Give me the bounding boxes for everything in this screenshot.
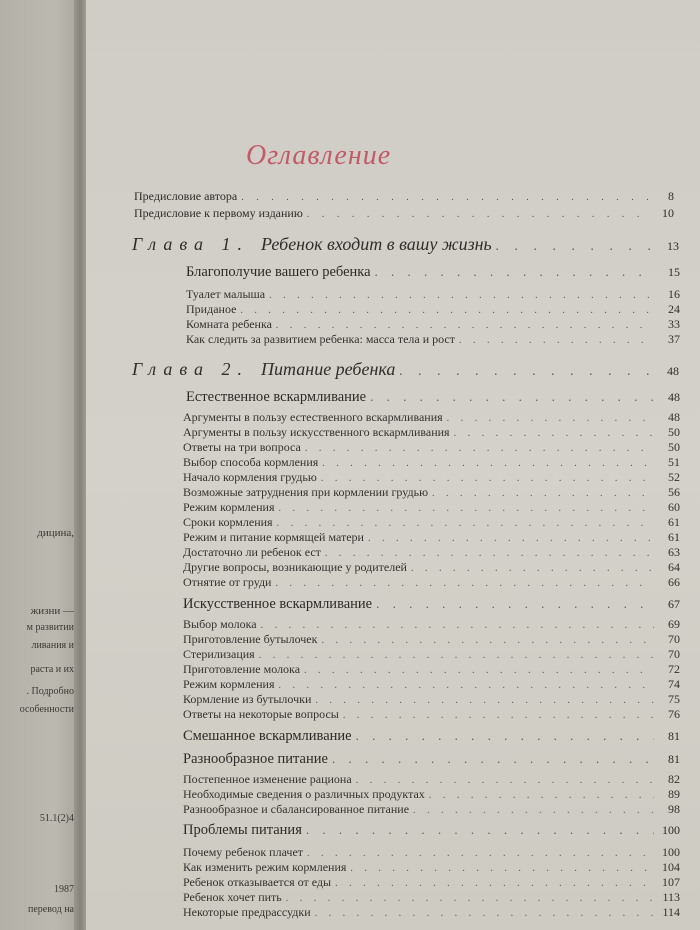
toc-entry-page: 50 (668, 425, 680, 439)
toc-entry-label: Разнообразное и сбалансированное питание (183, 802, 410, 816)
leader-dots (286, 893, 654, 904)
toc-entry-label: Ответы на три вопроса (183, 440, 301, 454)
toc-entry[interactable] (186, 317, 680, 332)
toc-entry-page: 16 (668, 287, 680, 301)
toc-entry[interactable] (186, 332, 680, 347)
leader-dots (399, 364, 653, 380)
toc-entry[interactable] (183, 575, 680, 590)
leader-dots (459, 335, 654, 346)
toc-entry-label: Благополучие вашего ребенка (186, 264, 371, 280)
leader-dots (315, 695, 654, 706)
facing-page-text: . Подробно (26, 686, 74, 697)
facing-page-text: перевод на (28, 904, 74, 915)
toc-entry-label: Искусственное вскармливание (183, 596, 373, 612)
toc-entry-page: 48 (668, 390, 680, 404)
chapter-heading[interactable] (132, 359, 679, 380)
leader-dots (261, 620, 654, 631)
toc-entry-label: Как следить за развитием ребенка: масса тела и рост (186, 332, 456, 346)
toc-entry-page: 82 (668, 772, 680, 786)
toc-entry-page: 8 (668, 189, 674, 203)
toc-entry-page: 33 (668, 317, 680, 331)
section-heading[interactable] (183, 751, 680, 768)
facing-page-text: особенности (19, 704, 74, 715)
facing-page-text: раста и их (30, 664, 74, 675)
toc-entry-label: Постепенное изменение рациона (183, 772, 352, 786)
leader-dots (315, 908, 654, 919)
leader-dots (259, 650, 654, 661)
leader-dots (368, 533, 654, 544)
toc-entry[interactable] (186, 302, 680, 317)
toc-entry-page: 37 (668, 332, 680, 346)
toc-entry-page: 66 (668, 575, 680, 589)
leader-dots (370, 389, 654, 405)
toc-entry-page: 64 (668, 560, 680, 574)
toc-entry-page: 67 (668, 597, 680, 611)
leader-dots (305, 443, 654, 454)
toc-entry-label: Другие вопросы, возникающие у родителей (183, 560, 407, 574)
facing-page-text: жизни — (30, 605, 74, 617)
toc-entry-label: Режим кормления (183, 500, 275, 514)
leader-dots (356, 775, 654, 786)
facing-page (0, 0, 78, 930)
section-heading[interactable] (183, 822, 680, 839)
toc-entry-label: Комната ребенка (186, 317, 272, 331)
toc-entry[interactable] (183, 545, 680, 560)
chapter-title: Питание ребенка (261, 359, 396, 379)
toc-entry-page: 63 (668, 545, 680, 559)
toc-entry[interactable] (183, 860, 680, 875)
toc-entry[interactable] (183, 560, 680, 575)
facing-page-text: м развитии (26, 622, 74, 633)
toc-entry-page: 81 (668, 752, 680, 766)
leader-dots (356, 728, 654, 744)
toc-entry-label: Приготовление молока (183, 662, 301, 676)
facing-page-text: ливания и (31, 640, 74, 651)
toc-entry[interactable] (183, 662, 680, 677)
leader-dots (304, 665, 654, 676)
toc-entry-page: 76 (668, 707, 680, 721)
toc-entry[interactable] (183, 515, 680, 530)
section-heading[interactable] (186, 264, 680, 281)
leader-dots (307, 848, 654, 859)
leader-dots (413, 805, 654, 816)
toc-entry[interactable] (183, 617, 680, 632)
facing-page-text: 51.1(2)4 (39, 813, 74, 824)
toc-entry-page: 15 (668, 265, 680, 279)
toc-entry-label: Сроки кормления (183, 515, 273, 529)
toc-entry-label: Режим кормления (183, 677, 275, 691)
toc-entry-page: 61 (668, 530, 680, 544)
toc-entry[interactable] (183, 692, 680, 707)
toc-entry-page: 69 (668, 617, 680, 631)
toc-entry-label: Кормление из бутылочки (183, 692, 312, 706)
leader-dots (241, 192, 648, 203)
leader-dots (411, 563, 654, 574)
toc-entry-page: 74 (668, 677, 680, 691)
toc-entry-page: 60 (668, 500, 680, 514)
toc-entry[interactable] (183, 425, 680, 440)
section-heading[interactable] (183, 596, 680, 613)
toc-entry-page: 61 (668, 515, 680, 529)
toc-entry[interactable] (134, 189, 674, 204)
leader-dots (376, 596, 654, 612)
toc-entry-page: 13 (667, 239, 679, 253)
leader-dots (321, 635, 654, 646)
toc-entry[interactable] (183, 455, 680, 470)
toc-entry-label: Как изменить режим кормления (183, 860, 347, 874)
toc-entry-label: Аргументы в пользу естественного вскармливания (183, 410, 443, 424)
toc-entry-label: Почему ребенок плачет (183, 845, 304, 859)
toc-entry-label: Туалет малыша (186, 287, 266, 301)
chapter-title: Ребенок входит в вашу жизнь (261, 234, 492, 254)
toc-entry-page: 70 (668, 647, 680, 661)
toc-entry[interactable] (183, 470, 680, 485)
toc-entry-label: Приданое (186, 302, 237, 316)
toc-entry-label: Смешанное вскармливание (183, 728, 352, 744)
toc-entry-label: Некоторые предрассудки (183, 905, 311, 919)
toc-entry-page: 113 (662, 890, 680, 904)
toc-entry[interactable] (183, 707, 680, 722)
leader-dots (496, 239, 653, 255)
toc-entry-page: 48 (668, 410, 680, 424)
toc-entry-label: Естественное вскармливание (186, 389, 367, 405)
toc-entry-label: Выбор молока (183, 617, 257, 631)
toc-entry[interactable] (183, 677, 680, 692)
toc-entry[interactable] (183, 802, 680, 817)
toc-entry-label: Аргументы в пользу искусственного вскармливания (183, 425, 450, 439)
toc-entry-page: 48 (667, 364, 679, 378)
toc-entry-page: 114 (662, 905, 680, 919)
toc-entry[interactable] (183, 410, 680, 425)
toc-entry-label: Ответы на некоторые вопросы (183, 707, 339, 721)
leader-dots (322, 458, 654, 469)
leader-dots (332, 751, 654, 767)
toc-entry-page: 100 (662, 823, 680, 837)
toc-entry-label: Необходимые сведения о различных продуктах (183, 787, 425, 801)
leader-dots (269, 290, 654, 301)
section-heading[interactable] (186, 389, 680, 406)
toc-entry[interactable] (183, 905, 680, 920)
toc-entry-page: 75 (668, 692, 680, 706)
chapter-number: Глава 2. (132, 359, 250, 379)
leader-dots (447, 413, 654, 424)
toc-entry[interactable] (183, 632, 680, 647)
toc-entry-label: Отнятие от груди (183, 575, 272, 589)
leader-dots (275, 578, 654, 589)
toc-entry-page: 89 (668, 787, 680, 801)
facing-page-text: дицина, (37, 527, 74, 539)
leader-dots (277, 518, 654, 529)
toc-entry-page: 70 (668, 632, 680, 646)
leader-dots (350, 863, 654, 874)
toc-entry[interactable] (183, 440, 680, 455)
chapter-number: Глава 1. (132, 234, 250, 254)
toc-entry[interactable] (183, 787, 680, 802)
toc-entry-page: 24 (668, 302, 680, 316)
section-heading[interactable] (183, 728, 680, 745)
leader-dots (278, 680, 654, 691)
toc-title: Оглавление (246, 140, 392, 171)
toc-entry[interactable] (134, 206, 674, 221)
toc-entry-page: 98 (668, 802, 680, 816)
toc-entry[interactable] (186, 287, 680, 302)
toc-entry-label: Проблемы питания (183, 822, 302, 838)
toc-entry[interactable] (183, 772, 680, 787)
toc-entry-page: 104 (662, 860, 680, 874)
toc-entry-label: Выбор способа кормления (183, 455, 319, 469)
toc-entry-page: 52 (668, 470, 680, 484)
leader-dots (343, 710, 654, 721)
toc-entry-page: 51 (668, 455, 680, 469)
toc-entry-page: 50 (668, 440, 680, 454)
leader-dots (278, 503, 654, 514)
leader-dots (240, 305, 654, 316)
toc-entry-label: Режим и питание кормящей матери (183, 530, 364, 544)
leader-dots (432, 488, 654, 499)
leader-dots (306, 822, 654, 838)
toc-entry-label: Достаточно ли ребенок ест (183, 545, 321, 559)
toc-entry-label: Стерилизация (183, 647, 255, 661)
leader-dots (335, 878, 654, 889)
toc-entry-label: Ребенок отказывается от еды (183, 875, 332, 889)
toc-entry-page: 72 (668, 662, 680, 676)
toc-entry-label: Предисловие к первому изданию (134, 206, 303, 220)
toc-entry-page: 100 (662, 845, 680, 859)
toc-entry[interactable] (183, 647, 680, 662)
leader-dots (429, 790, 654, 801)
leader-dots (321, 473, 654, 484)
leader-dots (307, 209, 648, 220)
chapter-heading[interactable] (132, 234, 679, 255)
toc-entry-label: Ребенок хочет пить (183, 890, 282, 904)
leader-dots (375, 264, 654, 280)
toc-entry-label: Начало кормления грудью (183, 470, 317, 484)
leader-dots (325, 548, 654, 559)
toc-entry[interactable] (183, 845, 680, 860)
leader-dots (276, 320, 654, 331)
toc-entry-page: 81 (668, 729, 680, 743)
toc-entry[interactable] (183, 530, 680, 545)
toc-entry-label: Приготовление бутылочек (183, 632, 318, 646)
toc-entry-page: 56 (668, 485, 680, 499)
toc-entry-label: Разнообразное питание (183, 751, 328, 767)
toc-entry[interactable] (183, 485, 680, 500)
leader-dots (454, 428, 654, 439)
toc-entry[interactable] (183, 890, 680, 905)
toc-entry[interactable] (183, 875, 680, 890)
facing-page-text: 1987 (54, 884, 74, 895)
toc-entry-page: 10 (662, 206, 674, 220)
toc-entry-label: Предисловие автора (134, 189, 238, 203)
toc-entry-label: Возможные затруднения при кормлении грудью (183, 485, 429, 499)
toc-entry[interactable] (183, 500, 680, 515)
toc-entry-page: 107 (662, 875, 680, 889)
